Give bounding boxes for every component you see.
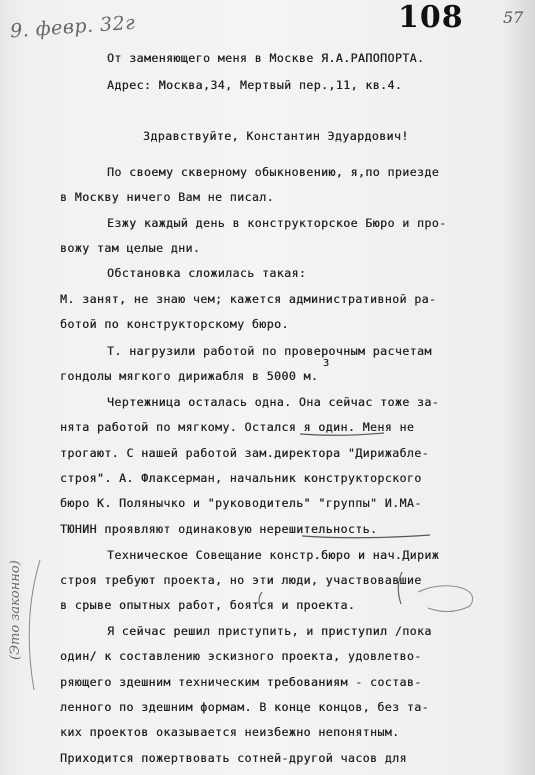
body-line: гондолы мягкого дирижабля в 5000 м. xyxy=(60,369,319,383)
body-line: трогают. С нашей работой зам.директора "Дирижабле- xyxy=(60,446,430,460)
underline-mark xyxy=(302,535,430,538)
header-line-2: Адрес: Москва,34, Мертвый пер.,11, кв.4. xyxy=(107,78,403,92)
margin-bracket-mark xyxy=(29,560,40,690)
bracket-mark xyxy=(259,592,262,610)
body-line: нята работой по мягкому. Остался я один. Меня не xyxy=(60,420,415,434)
superscript-three: 3 xyxy=(323,358,330,369)
body-line: ряющего здешним техническим требованиям - состав- xyxy=(60,675,422,689)
body-line: строя требуют проекта, но эти люди, участвовавшие xyxy=(60,573,422,587)
handwritten-date: 9. февр. 32г xyxy=(9,11,136,43)
underline-mark xyxy=(300,433,384,435)
header-line-1: От заменяющего меня в Москве Я.А.РАПОПОРТА. xyxy=(107,51,425,65)
folio-number: 57 xyxy=(503,8,524,27)
body-line: Т. нагрузили работой по проверочным расчетам xyxy=(107,344,432,358)
body-line: ТЮНИН проявляют одинаковую нерешительность. xyxy=(60,522,378,536)
margin-note: (Это законно) xyxy=(8,560,23,660)
body-line: вожу там целые дни. xyxy=(60,241,201,255)
body-line: Обстановка сложилась такая: xyxy=(107,266,307,280)
body-line: По своему скверному обыкновению, я,по приезде xyxy=(107,165,440,179)
body-line: ботой по конструкторскому бюро. xyxy=(60,317,289,331)
salutation: Здравствуйте, Константин Эдуардович! xyxy=(143,129,409,143)
body-line: строя". А. Флаксерман, начальник конструкторского xyxy=(60,471,422,485)
bracket-mark xyxy=(398,572,402,604)
body-line: Я сейчас решил приступить, и приступил /пока xyxy=(107,624,432,638)
body-line: Приходится пожертвовать сотней-другой часов для xyxy=(60,751,407,765)
body-line: в срыве опытных работ, боятся и проекта. xyxy=(60,598,356,612)
page-number: 108 xyxy=(398,0,464,35)
body-line: М. занят, не знаю чем; кажется административной ра- xyxy=(60,292,437,306)
scribble-mark xyxy=(418,586,473,612)
body-line: Езжу каждый день в конструкторское Бюро и про- xyxy=(107,216,447,230)
body-line: бюро К. Полянычко и "руководитель" "группы" И.МА- xyxy=(60,496,422,510)
body-line: ленного по здешним формам. В конце концов, без та- xyxy=(60,700,430,714)
body-line: Техническое Совещание констр.бюро и нач.Дириж xyxy=(107,548,440,562)
body-line: в Москву ничего Вам не писал. xyxy=(60,190,275,204)
body-line: Чертежница осталась одна. Она сейчас тоже за- xyxy=(107,395,440,409)
body-line: один/ к составлению эскизного проекта, удовлетво- xyxy=(60,649,422,663)
body-line: ких проектов оказывается неизбежно непонятным. xyxy=(60,725,400,739)
